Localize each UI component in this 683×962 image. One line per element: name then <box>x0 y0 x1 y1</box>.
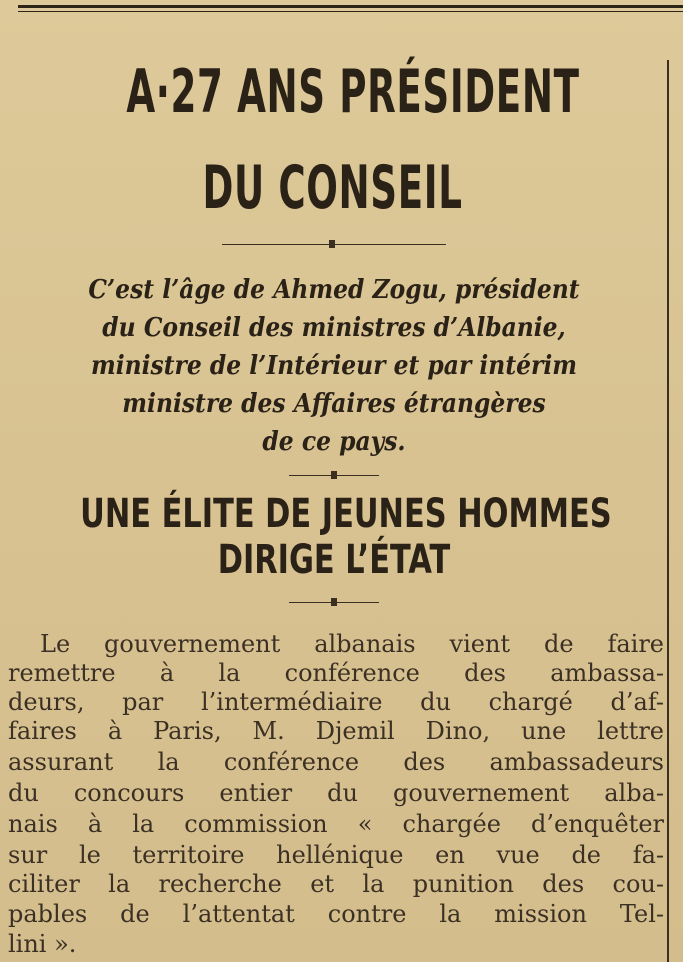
body-line-6: du concours entier du gouvernement alba- <box>8 779 664 807</box>
headline-line-1: A·27 ANS PRÉSIDENT <box>126 57 580 127</box>
deck-line-5: de ce pays. <box>262 427 406 457</box>
deck-line-2: du Conseil des ministres d’Albanie, <box>102 313 566 343</box>
deck-line-3: ministre de l’Intérieur et par intérim <box>90 351 577 381</box>
body-line-8: sur le territoire hellénique en vue de fa- <box>8 841 664 869</box>
body-line-7: nais à la commission « chargée d’enquêter <box>8 810 664 838</box>
body-line-2: remettre à la conférence des ambassa- <box>8 659 664 687</box>
deck-line-1: C’est l’âge de Ahmed Zogu, président <box>88 275 580 305</box>
top-rule-thin <box>18 11 683 12</box>
body-line-4: faires à Paris, M. Djemil Dino, une lettre <box>8 717 664 745</box>
headline-line-2: DU CONSEIL <box>202 153 463 223</box>
subheadline-line-2: DIRIGE L’ÉTAT <box>217 537 451 583</box>
body-line-5: assurant la conférence des ambassadeurs <box>8 748 664 776</box>
body-line-11: lini ». <box>8 930 77 958</box>
column-rule <box>667 60 669 962</box>
subheadline-line-1: UNE ÉLITE DE JEUNES HOMMES <box>80 491 612 537</box>
body-line-1: Le gouvernement albanais vient de faire <box>40 630 664 658</box>
body-line-9: ciliter la recherche et la punition des cou- <box>8 870 664 898</box>
deck-line-4: ministre des Affaires étrangères <box>122 389 546 419</box>
top-rule <box>18 5 683 8</box>
body-line-10: pables de l’attentat contre la mission Tel- <box>8 900 664 928</box>
body-line-3: deurs, par l’intermédiaire du chargé d’af- <box>8 688 664 716</box>
